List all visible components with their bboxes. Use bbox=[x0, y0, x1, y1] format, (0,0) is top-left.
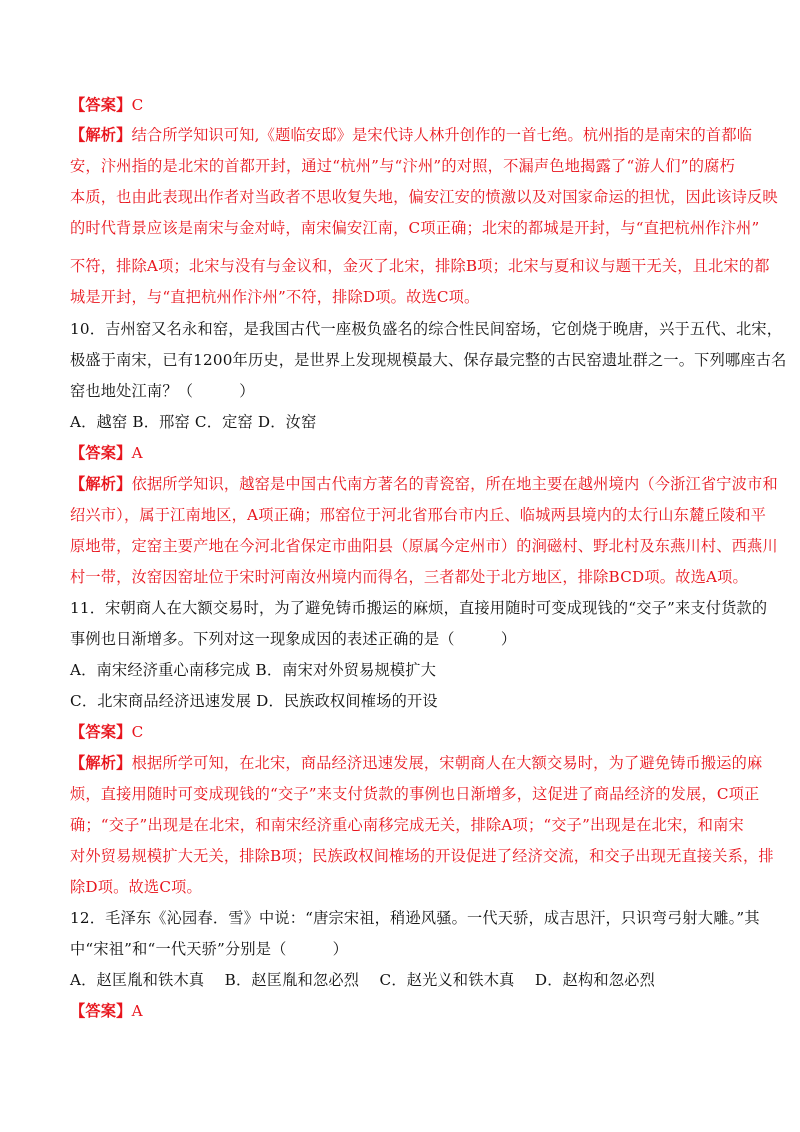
q12-question-line-2: 中“宋祖”和“一代天骄”分别是（ ） bbox=[70, 940, 349, 958]
q11-options-line-2: C．北宋商品经济迅速发展 D．民族政权间榷场的开设 bbox=[70, 692, 438, 710]
q11-question-line-1: 11．宋朝商人在大额交易时，为了避免铸币搬运的麻烦，直接用随时可变成现钱的“交子”来支付货款的 bbox=[70, 599, 768, 617]
q9-analysis-line-1: 【解析】结合所学知识可知,《题临安邸》是宋代诗人林升创作的一首七绝。杭州指的是南宋的首都临 bbox=[70, 126, 753, 144]
q10-analysis-line-1: 【解析】依据所学知识，越窑是中国古代南方著名的青瓷窑，所在地主要在越州境内（今浙江省宁波市和 bbox=[70, 475, 778, 493]
q10-analysis-line-4: 村一带，汝窑因窑址位于宋时河南汝州境内而得名，三者都处于北方地区，排除BCD项。故选A项。 bbox=[70, 568, 748, 586]
q10-options: A．越窑 B．邢窑 C．定窑 D．汝窑 bbox=[70, 413, 317, 431]
q10-question-line-3: 窑也地处江南？（ ） bbox=[70, 382, 255, 400]
q10-answer: A bbox=[131, 444, 143, 462]
answer-tag: 【答案】 bbox=[70, 96, 132, 114]
q10-question-line-1: 10．吉州窑又名永和窑，是我国古代一座极负盛名的综合性民间窑场，它创烧于晚唐，兴于五代、北宋， bbox=[70, 320, 783, 338]
q9-analysis-line-3: 本质，也由此表现出作者对当政者不思收复失地，偏安江安的愤激以及对国家命运的担忧，因此该诗反映 bbox=[70, 188, 778, 206]
q11-analysis-line-4: 对外贸易规模扩大无关，排除B项；民族政权间榷场的开设促进了经济交流，和交子出现无直接关系，排 bbox=[70, 847, 774, 865]
q11-answer-line bbox=[70, 721, 735, 743]
q11-analysis-line-5: 除D项。故选C项。 bbox=[70, 878, 202, 896]
q10-answer-line bbox=[70, 442, 735, 464]
analysis-tag: 【解析】 bbox=[70, 754, 132, 772]
answer-tag: 【答案】 bbox=[70, 1002, 132, 1020]
q9-analysis-line-4: 的时代背景应该是南宋与金对峙，南宋偏安江南，C项正确；北宋的都城是开封，与“直把杭州作汴州” bbox=[70, 219, 760, 237]
q11-question-line-2: 事例也日渐增多。下列对这一现象成因的表述正确的是（ ） bbox=[70, 630, 517, 648]
q10-analysis-line-2: 绍兴市），属于江南地区，A项正确；邢窑位于河北省邢台市内丘、临城两县境内的太行山东麓丘陵和平 bbox=[70, 506, 767, 524]
q10-analysis-line-3: 原地带，定窑主要产地在今河北省保定市曲阳县（原属今定州市）的涧磁村、野北村及东燕川村、西燕川 bbox=[70, 537, 778, 555]
q9-analysis-line-5: 不符，排除A项；北宋与没有与金议和，金灭了北宋，排除B项；北宋与夏和议与题干无关，且北宋的都 bbox=[70, 257, 770, 275]
q11-options-line-1: A．南宋经济重心南移完成 B．南宋对外贸易规模扩大 bbox=[70, 661, 437, 679]
q11-answer: C bbox=[131, 723, 144, 741]
q9-analysis-line-6: 城是开封，与“直把杭州作汴州”不符，排除D项。故选C项。 bbox=[70, 288, 480, 306]
q9-analysis-line-2: 安，汴州指的是北宋的首都开封，通过“杭州”与“汴州”的对照，不漏声色地揭露了“游人们”的腐朽 bbox=[70, 157, 735, 175]
answer-tag: 【答案】 bbox=[70, 444, 132, 462]
q11-analysis-line-3: 确；“交子”出现是在北宋，和南宋经济重心南移完成无关，排除A项；“交子”出现是在北宋，和南宋 bbox=[70, 816, 744, 834]
q12-answer-line bbox=[70, 1000, 735, 1022]
q12-options: A．赵匡胤和铁木真 B．赵匡胤和忽必烈 C．赵光义和铁木真 D．赵构和忽必烈 bbox=[70, 971, 655, 989]
q12-question-line-1: 12．毛泽东《沁园春．雪》中说：“唐宗宋祖，稍逊风骚。一代天骄，成吉思汗，只识弯弓射大雕。”其 bbox=[70, 909, 760, 927]
q9-answer: C bbox=[131, 96, 144, 114]
q10-question-line-2: 极盛于南宋，已有1200年历史，是世界上发现规模最大、保存最完整的古民窑遗址群之一。下列哪座古名 bbox=[70, 351, 787, 369]
q11-analysis-line-2: 烦，直接用随时可变成现钱的“交子”来支付货款的事例也日渐增多，这促进了商品经济的发展，C项正 bbox=[70, 785, 760, 803]
q11-analysis-line-1: 【解析】根据所学可知，在北宋，商品经济迅速发展，宋朝商人在大额交易时，为了避免铸币搬运的麻 bbox=[70, 754, 763, 772]
answer-tag: 【答案】 bbox=[70, 723, 132, 741]
analysis-tag: 【解析】 bbox=[70, 126, 132, 144]
q12-answer: A bbox=[131, 1002, 143, 1020]
analysis-tag: 【解析】 bbox=[70, 475, 132, 493]
q9-answer-line bbox=[70, 94, 735, 116]
